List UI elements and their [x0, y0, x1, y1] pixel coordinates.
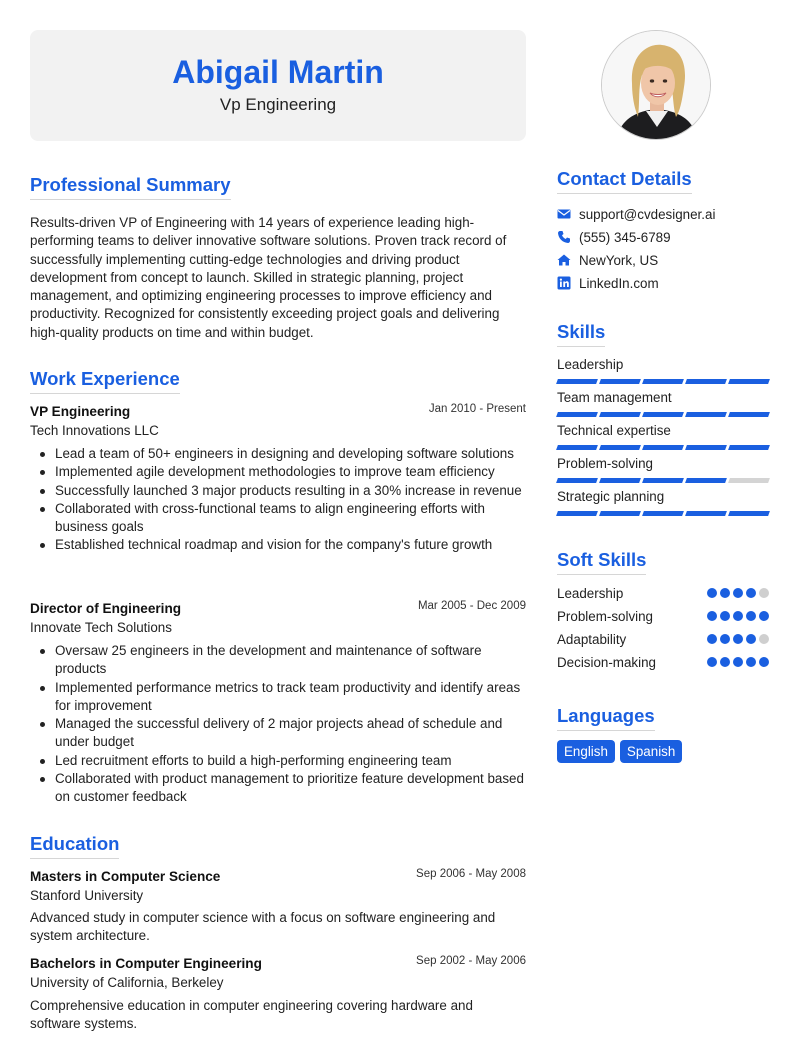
soft-skill-rating — [707, 657, 769, 667]
skill-name: Team management — [557, 390, 672, 405]
summary-text: Results-driven VP of Engineering with 14 years of experience leading high-performing teams to deliver innovative software solutions. Proven track record of successfully implementing cutting-edge technologies and driving product development from concept to launch. Skilled in strategic planning, project management, and optimizing engineering processes to improve efficiency and productivity. Recognized for consistently exceeding project goals and delivering high-quality products on time and within budget. — [30, 215, 507, 340]
education-section-title: Education — [30, 833, 119, 859]
skill-level-bar — [557, 412, 769, 417]
skill-level-segment — [642, 478, 684, 483]
contact-email[interactable] — [557, 205, 715, 223]
rating-dot — [746, 588, 756, 598]
degree-dates: Sep 2002 - May 2006 — [416, 955, 526, 967]
skill-level-segment — [642, 379, 684, 384]
soft-skill-row — [557, 653, 769, 671]
soft-skill-name: Adaptability — [557, 631, 627, 647]
skill-level-segment — [556, 445, 598, 450]
skill-level-bar — [557, 478, 769, 483]
degree-title: Masters in Computer Science — [30, 869, 221, 884]
skill-level-segment — [556, 379, 598, 384]
skill-name: Problem-solving — [557, 456, 654, 471]
soft-skill-name: Decision-making — [557, 654, 656, 670]
skill-level-segment — [685, 445, 727, 450]
home-icon — [557, 253, 571, 267]
contact-phone[interactable] — [557, 228, 671, 246]
job-company: Innovate Tech Solutions — [30, 620, 172, 635]
school-name: Stanford University — [30, 888, 144, 903]
skill-level-segment — [728, 379, 770, 384]
degree-description: Comprehensive education in computer engineering covering hardware and software systems. — [30, 998, 473, 1032]
job-bullets — [55, 445, 526, 555]
rating-dot — [746, 657, 756, 667]
job-dates: Jan 2010 - Present — [428, 403, 526, 415]
contact-linkedin-text: LinkedIn.com — [579, 275, 659, 291]
job-bullets — [55, 642, 526, 807]
contact-linkedin[interactable] — [557, 274, 659, 292]
contact-phone-text: (555) 345-6789 — [579, 229, 671, 245]
rating-dot — [759, 657, 769, 667]
skills-section-title: Skills — [557, 321, 605, 347]
rating-dot — [720, 657, 730, 667]
soft-skill-row — [557, 584, 769, 602]
contact-location-text: NewYork, US — [579, 252, 659, 268]
candidate-name: Abigail Martin — [172, 54, 384, 90]
job-title: VP Engineering — [30, 404, 131, 419]
header-box — [30, 30, 526, 141]
skill-level-segment — [685, 478, 727, 483]
job-bullet: Collaborated with product management to prioritize feature development based on customer feedback — [55, 770, 526, 807]
rating-dot — [707, 657, 717, 667]
job-dates: Mar 2005 - Dec 2009 — [417, 600, 526, 612]
skill-level-segment — [556, 511, 598, 516]
job-bullet: Oversaw 25 engineers in the development and maintenance of software products — [55, 642, 526, 679]
skill-level-segment — [728, 511, 770, 516]
rating-dot — [746, 634, 756, 644]
skill-level-segment — [599, 511, 641, 516]
skill-level-segment — [685, 379, 727, 384]
skill-level-segment — [728, 412, 770, 417]
skill-level-bar — [557, 511, 769, 516]
skill-level-segment — [599, 478, 641, 483]
rating-dot — [720, 634, 730, 644]
soft-skill-name: Problem-solving — [557, 608, 654, 624]
rating-dot — [733, 634, 743, 644]
degree-title: Bachelors in Computer Engineering — [30, 956, 262, 971]
job-bullet: Established technical roadmap and vision for the company's future growth — [55, 536, 526, 554]
candidate-role: Vp Engineering — [219, 95, 337, 114]
skill-level-segment — [599, 412, 641, 417]
job-bullet: Led recruitment efforts to build a high-performing engineering team — [55, 752, 526, 770]
job-bullet: Lead a team of 50+ engineers in designing and developing software solutions — [55, 445, 526, 463]
soft-skill-name: Leadership — [557, 585, 624, 601]
summary-section-title: Professional Summary — [30, 174, 231, 200]
degree-description: Advanced study in computer science with a focus on software engineering and system architecture. — [30, 910, 496, 944]
rating-dot — [720, 588, 730, 598]
skill-name: Strategic planning — [557, 489, 665, 504]
skill-level-bar — [557, 445, 769, 450]
skill-name: Leadership — [557, 357, 624, 372]
job-bullet: Successfully launched 3 major products resulting in a 30% increase in revenue — [55, 482, 526, 500]
job-company: Tech Innovations LLC — [30, 423, 159, 438]
soft-skill-row — [557, 630, 769, 648]
soft-skill-rating — [707, 634, 769, 644]
contact-email-text: support@cvdesigner.ai — [579, 206, 716, 222]
skill-level-segment — [642, 412, 684, 417]
language-chip: Spanish — [620, 740, 682, 763]
rating-dot — [707, 634, 717, 644]
rating-dot — [707, 588, 717, 598]
skill-level-segment — [728, 445, 770, 450]
soft-skill-row — [557, 607, 769, 625]
skill-level-segment — [642, 511, 684, 516]
envelope-icon — [557, 207, 571, 221]
rating-dot — [746, 611, 756, 621]
linkedin-icon — [557, 276, 571, 290]
contact-section-title: Contact Details — [557, 168, 692, 194]
rating-dot — [759, 634, 769, 644]
job-bullet: Collaborated with cross-functional teams to align engineering efforts with business goals — [55, 500, 526, 537]
skill-level-segment — [599, 379, 641, 384]
school-name: University of California, Berkeley — [30, 975, 224, 990]
skill-name: Technical expertise — [557, 423, 671, 438]
rating-dot — [733, 588, 743, 598]
experience-section-title: Work Experience — [30, 368, 180, 394]
profile-photo — [601, 30, 711, 140]
contact-location — [557, 251, 658, 269]
language-list — [557, 740, 682, 763]
rating-dot — [759, 588, 769, 598]
rating-dot — [707, 611, 717, 621]
skill-level-segment — [642, 445, 684, 450]
rating-dot — [733, 657, 743, 667]
degree-dates: Sep 2006 - May 2008 — [416, 868, 526, 880]
job-bullet: Implemented performance metrics to track team productivity and identify areas for improvement — [55, 679, 526, 716]
job-bullet: Implemented agile development methodologies to improve team efficiency — [55, 463, 526, 481]
job-bullet: Managed the successful delivery of 2 major projects ahead of schedule and under budget — [55, 715, 526, 752]
skill-level-segment — [685, 412, 727, 417]
skill-level-segment — [685, 511, 727, 516]
skill-level-segment — [556, 478, 598, 483]
soft-skill-rating — [707, 611, 769, 621]
skill-level-bar — [557, 379, 769, 384]
portrait-illustration — [602, 31, 711, 140]
rating-dot — [733, 611, 743, 621]
languages-section-title: Languages — [557, 705, 655, 731]
skill-level-segment — [728, 478, 770, 483]
skill-level-segment — [599, 445, 641, 450]
job-title: Director of Engineering — [30, 601, 182, 616]
soft-skills-section-title: Soft Skills — [557, 549, 646, 575]
skill-level-segment — [556, 412, 598, 417]
language-chip: English — [557, 740, 615, 763]
phone-icon — [557, 230, 571, 244]
rating-dot — [720, 611, 730, 621]
soft-skill-rating — [707, 588, 769, 598]
rating-dot — [759, 611, 769, 621]
